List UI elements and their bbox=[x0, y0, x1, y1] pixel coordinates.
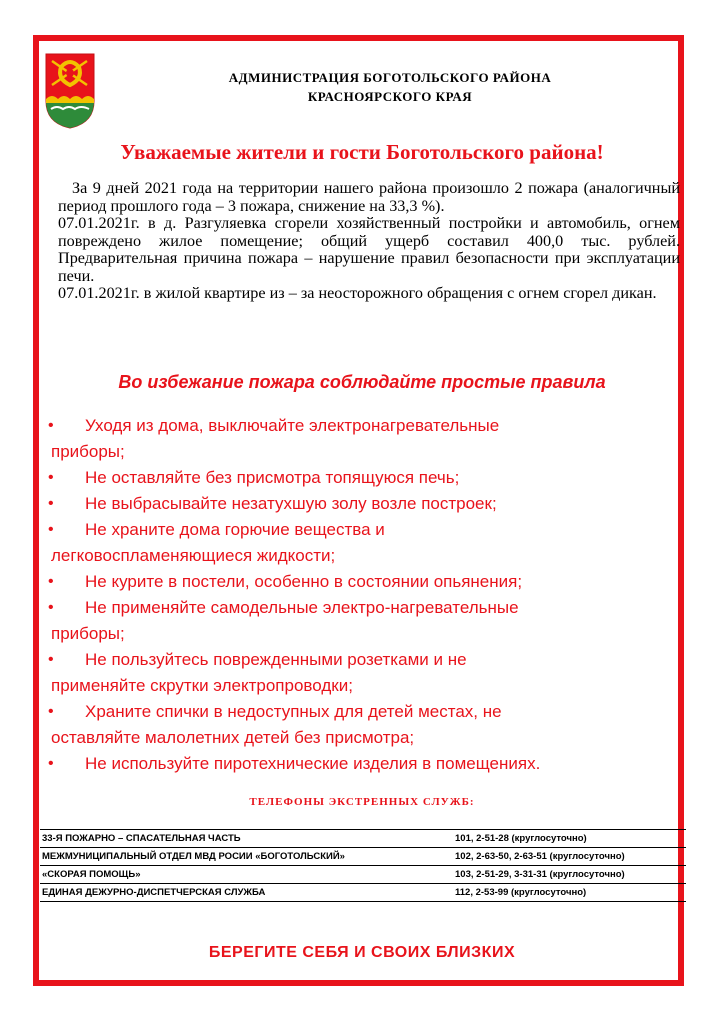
bullet-icon: • bbox=[48, 651, 54, 668]
table-row bbox=[40, 848, 686, 866]
service-name: ЕДИНАЯ ДЕЖУРНО-ДИСПЕТЧЕРСКАЯ СЛУЖБА bbox=[40, 884, 455, 902]
page-title: Уважаемые жители и гости Боготольского района! bbox=[120, 140, 604, 164]
footer-slogan: БЕРЕГИТЕ СЕБЯ И СВОИХ БЛИЗКИХ bbox=[208, 944, 516, 961]
bullet-icon: • bbox=[48, 599, 54, 616]
bullet-icon: • bbox=[48, 703, 54, 720]
paragraph: 07.01.2021г. в д. Разгуляевка сгорели хозяйственный постройки и автомобиль, огнем повреждено жилое помещение; общий ущерб составил 400,0 тыс. рублей. Предварительная причина пожара – нарушение правил безопасности при эксплуатации печи. bbox=[58, 214, 680, 285]
list-item bbox=[48, 595, 678, 647]
table-row bbox=[40, 866, 686, 884]
incident-report bbox=[58, 180, 680, 303]
rule-text: Не курите в постели, особенно в состоянии опьянения; bbox=[85, 572, 523, 591]
bullet-icon: • bbox=[48, 495, 54, 512]
header-line-1: АДМИНИСТРАЦИЯ БОГОТОЛЬСКОГО РАЙОНА bbox=[228, 70, 552, 85]
paragraph: За 9 дней 2021 года на территории нашего района произошло 2 пожара (аналогичный период прошлого года – 3 пожара, снижение на 33,3 %). bbox=[58, 179, 680, 215]
list-item bbox=[48, 465, 678, 491]
rule-text: Не храните дома горючие вещества и bbox=[85, 520, 385, 539]
rule-text: Не используйте пиротехнические изделия в помещениях. bbox=[85, 754, 541, 773]
table-row bbox=[40, 884, 686, 902]
bullet-icon: • bbox=[48, 521, 54, 538]
bullet-icon: • bbox=[48, 755, 54, 772]
rule-text-cont: приборы; bbox=[51, 624, 125, 643]
safety-rules-list bbox=[48, 413, 678, 777]
bullet-icon: • bbox=[48, 573, 54, 590]
rule-text: Не применяйте самодельные электро-нагревательные bbox=[85, 598, 519, 617]
bullet-icon: • bbox=[48, 469, 54, 486]
emergency-phones-table bbox=[40, 829, 686, 902]
rule-text: Уходя из дома, выключайте электронагревательные bbox=[85, 416, 500, 435]
rule-text-cont: приборы; bbox=[51, 442, 125, 461]
list-item bbox=[48, 699, 678, 751]
rule-text-cont: легковоспламеняющиеся жидкости; bbox=[51, 546, 336, 565]
phones-title: ТЕЛЕФОНЫ ЭКСТРЕННЫХ СЛУЖБ: bbox=[249, 796, 475, 808]
service-name: МЕЖМУНИЦИПАЛЬНЫЙ ОТДЕЛ МВД РОСИИ «БОГОТОЛЬСКИЙ» bbox=[40, 848, 455, 866]
rule-text: Не выбрасывайте незатухшую золу возле построек; bbox=[85, 494, 497, 513]
table-row bbox=[40, 830, 686, 848]
rule-text: Не пользуйтесь поврежденными розетками и не bbox=[85, 650, 467, 669]
service-name: 33-Я ПОЖАРНО – СПАСАТЕЛЬНАЯ ЧАСТЬ bbox=[40, 830, 455, 848]
service-phone: 112, 2-53-99 (круглосуточно) bbox=[455, 884, 686, 902]
service-phone: 102, 2-63-50, 2-63-51 (круглосуточно) bbox=[455, 848, 686, 866]
paragraph: 07.01.2021г. в жилой квартире из – за неосторожного обращения с огнем сгорел дикан. bbox=[58, 284, 657, 302]
list-item bbox=[48, 491, 678, 517]
header-line-2: КРАСНОЯРСКОГО КРАЯ bbox=[307, 89, 473, 104]
list-item bbox=[48, 569, 678, 595]
bullet-icon: • bbox=[48, 417, 54, 434]
list-item bbox=[48, 517, 678, 569]
rules-title: Во избежание пожара соблюдайте простые правила bbox=[118, 372, 606, 392]
service-name: «СКОРАЯ ПОМОЩЬ» bbox=[40, 866, 455, 884]
service-phone: 103, 2-51-29, 3-31-31 (круглосуточно) bbox=[455, 866, 686, 884]
list-item bbox=[48, 751, 678, 777]
rule-text: Храните спички в недоступных для детей местах, не bbox=[85, 702, 502, 721]
service-phone: 101, 2-51-28 (круглосуточно) bbox=[455, 830, 686, 848]
list-item bbox=[48, 413, 678, 465]
rule-text-cont: применяйте скрутки электропроводки; bbox=[51, 676, 353, 695]
rule-text-cont: оставляйте малолетних детей без присмотра; bbox=[51, 728, 415, 747]
rule-text: Не оставляйте без присмотра топящуюся печь; bbox=[85, 468, 460, 487]
list-item bbox=[48, 647, 678, 699]
coat-of-arms-icon bbox=[45, 53, 95, 129]
administration-header bbox=[170, 68, 610, 106]
